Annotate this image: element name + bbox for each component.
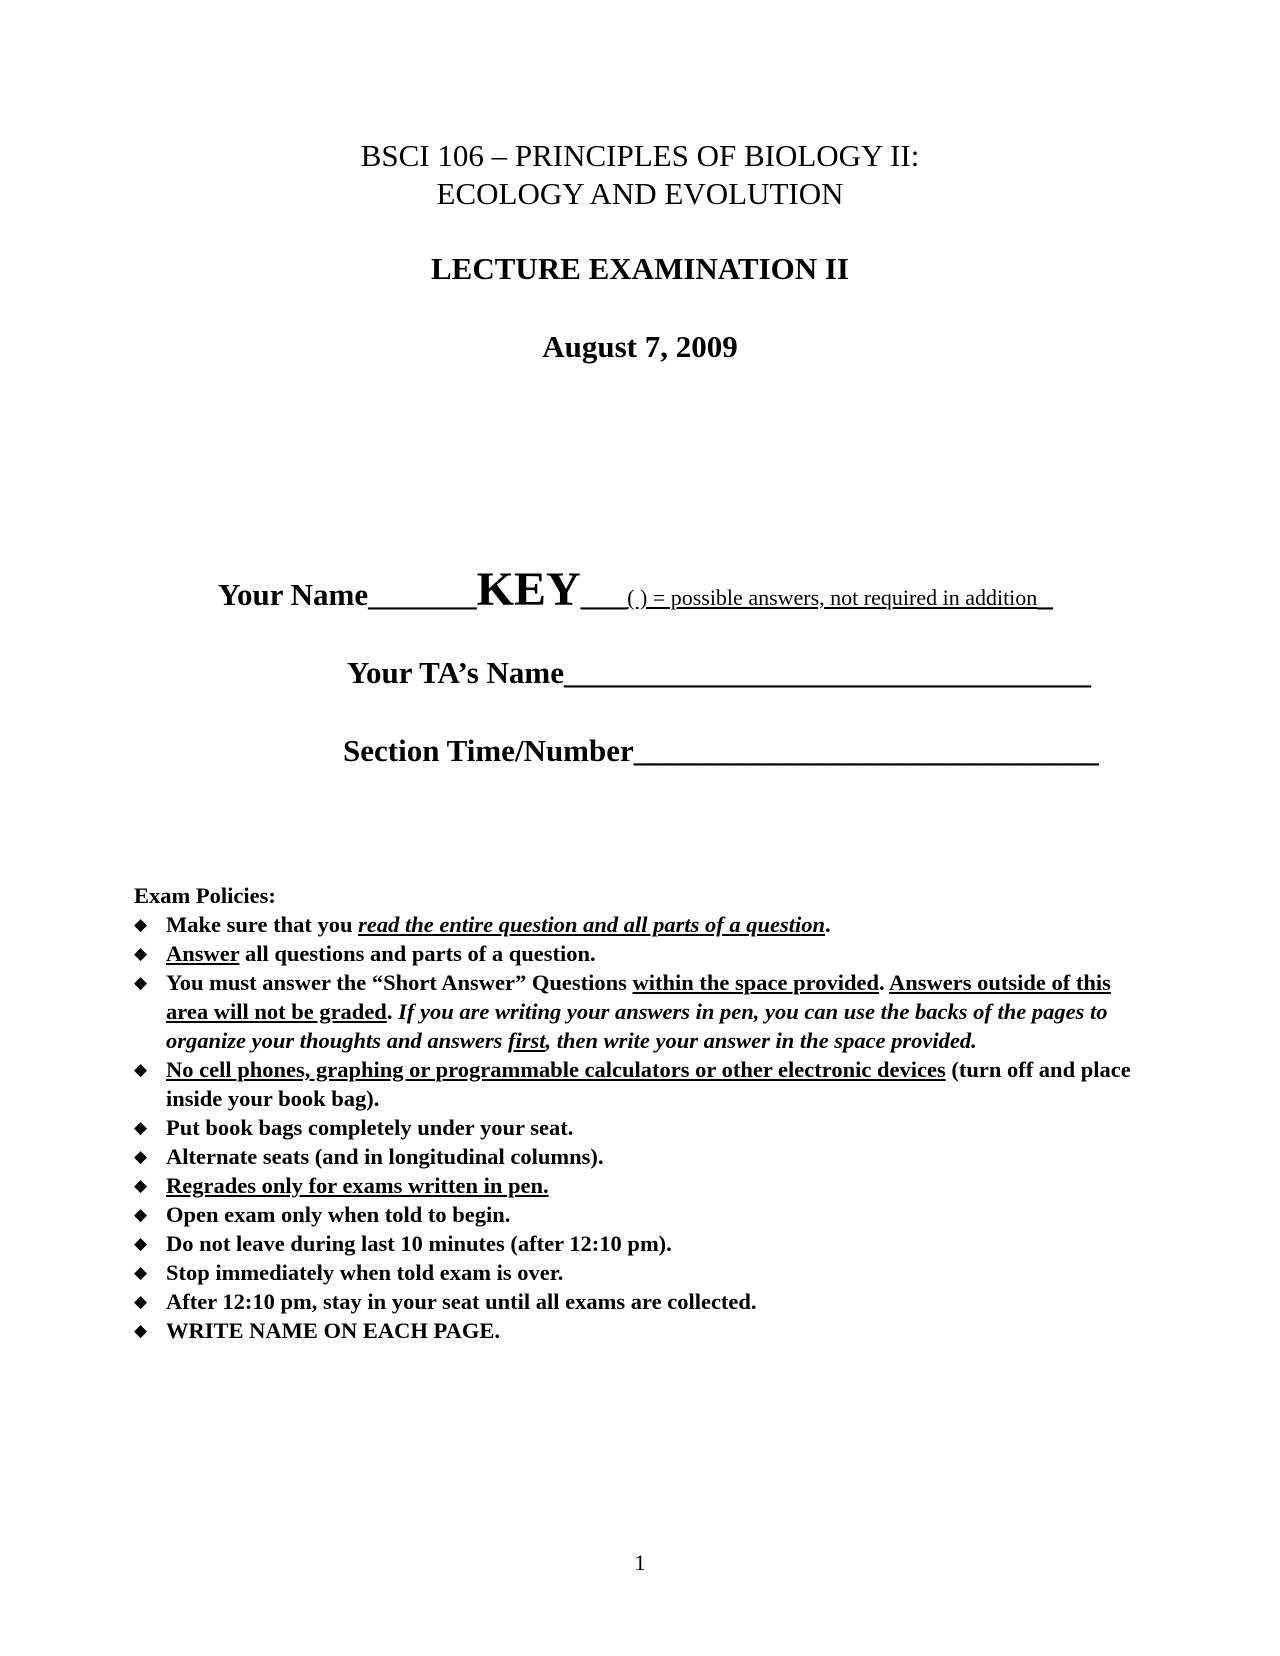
- exam-policies-title: Exam Policies:: [134, 883, 276, 908]
- policy-emphasis: Answer: [166, 941, 240, 966]
- policy-text: (turn off and place inside your book bag).: [166, 1057, 1131, 1111]
- policy-item: [134, 968, 1144, 1055]
- exam-title: LECTURE EXAMINATION II: [431, 251, 849, 286]
- student-name-trailing-blank: ___: [580, 577, 628, 612]
- policy-item: [134, 1316, 1144, 1345]
- policy-item: [134, 1142, 1144, 1171]
- policy-item: [134, 1171, 1144, 1200]
- policy-text: Stop immediately when told exam is over.: [166, 1260, 564, 1285]
- exam-policies: [134, 881, 1144, 1345]
- policy-text: WRITE NAME ON EACH PAGE.: [166, 1318, 500, 1343]
- page-number: 1: [634, 1550, 646, 1575]
- course-title-line-1: BSCI 106 – PRINCIPLES OF BIOLOGY II:: [360, 138, 920, 173]
- diamond-bullet-icon: ◆: [134, 1263, 148, 1282]
- policy-text: After 12:10 pm, stay in your seat until all exams are collected.: [166, 1289, 757, 1314]
- policy-item: [134, 1229, 1144, 1258]
- policy-list: [134, 910, 1144, 1345]
- diamond-bullet-icon: ◆: [134, 1176, 148, 1195]
- policy-item: [134, 1258, 1144, 1287]
- policy-text: .: [879, 970, 890, 995]
- student-name-field: [218, 563, 1053, 618]
- course-title: [0, 137, 1280, 213]
- policy-emphasis: No cell phones, graphing or programmable calculators or other electronic devices: [166, 1057, 946, 1082]
- diamond-bullet-icon: ◆: [134, 915, 148, 934]
- diamond-bullet-icon: ◆: [134, 1292, 148, 1311]
- policy-italic-text: , then write your answer in the space provided.: [545, 1028, 977, 1053]
- diamond-bullet-icon: ◆: [134, 1205, 148, 1224]
- policy-item: [134, 939, 1144, 968]
- policy-item: [134, 1055, 1144, 1113]
- policy-text: .: [825, 912, 831, 937]
- student-name-end-blank: _: [1037, 577, 1053, 612]
- policy-text: Alternate seats (and in longitudinal columns).: [166, 1144, 604, 1169]
- exam-date: August 7, 2009: [542, 329, 738, 364]
- policy-emphasis: first: [507, 1028, 546, 1053]
- diamond-bullet-icon: ◆: [134, 1147, 148, 1166]
- policy-emphasis: Answers outside of this area will not be graded: [166, 970, 1111, 1024]
- policy-italic-text: If you are writing your answers in pen, you can use the backs of the pages to organize your thoughts and answers: [166, 999, 1108, 1053]
- policy-emphasis: read the entire question and all parts of a question: [358, 912, 826, 937]
- diamond-bullet-icon: ◆: [134, 1118, 148, 1137]
- ta-name-field: Your TA’s Name__________________________________: [347, 655, 1091, 690]
- course-title-line-2: ECOLOGY AND EVOLUTION: [436, 176, 844, 211]
- diamond-bullet-icon: ◆: [134, 944, 148, 963]
- policy-text: Put book bags completely under your seat.: [166, 1115, 574, 1140]
- answer-key-note: ( ) = possible answers, not required in addition: [627, 585, 1038, 610]
- student-name-label: Your Name_______: [218, 577, 477, 612]
- policy-item: [134, 1200, 1144, 1229]
- diamond-bullet-icon: ◆: [134, 1234, 148, 1253]
- diamond-bullet-icon: ◆: [134, 973, 148, 992]
- diamond-bullet-icon: ◆: [134, 1321, 148, 1340]
- policy-item: [134, 1113, 1144, 1142]
- policy-text: all questions and parts of a question.: [239, 941, 596, 966]
- section-field: Section Time/Number______________________________: [343, 733, 1099, 768]
- policy-text: Make sure that you: [166, 912, 359, 937]
- student-name-value: KEY: [476, 563, 581, 616]
- policy-text: Open exam only when told to begin.: [166, 1202, 511, 1227]
- policy-text: You must answer the “Short Answer” Questions: [166, 970, 633, 995]
- policy-text: .: [386, 999, 399, 1024]
- policy-text: Do not leave during last 10 minutes (after 12:10 pm).: [166, 1231, 672, 1256]
- policy-item: [134, 910, 1144, 939]
- diamond-bullet-icon: ◆: [134, 1060, 148, 1079]
- policy-emphasis: within the space provided: [632, 970, 880, 995]
- policy-item: [134, 1287, 1144, 1316]
- policy-emphasis: Regrades only for exams written in pen.: [166, 1173, 549, 1198]
